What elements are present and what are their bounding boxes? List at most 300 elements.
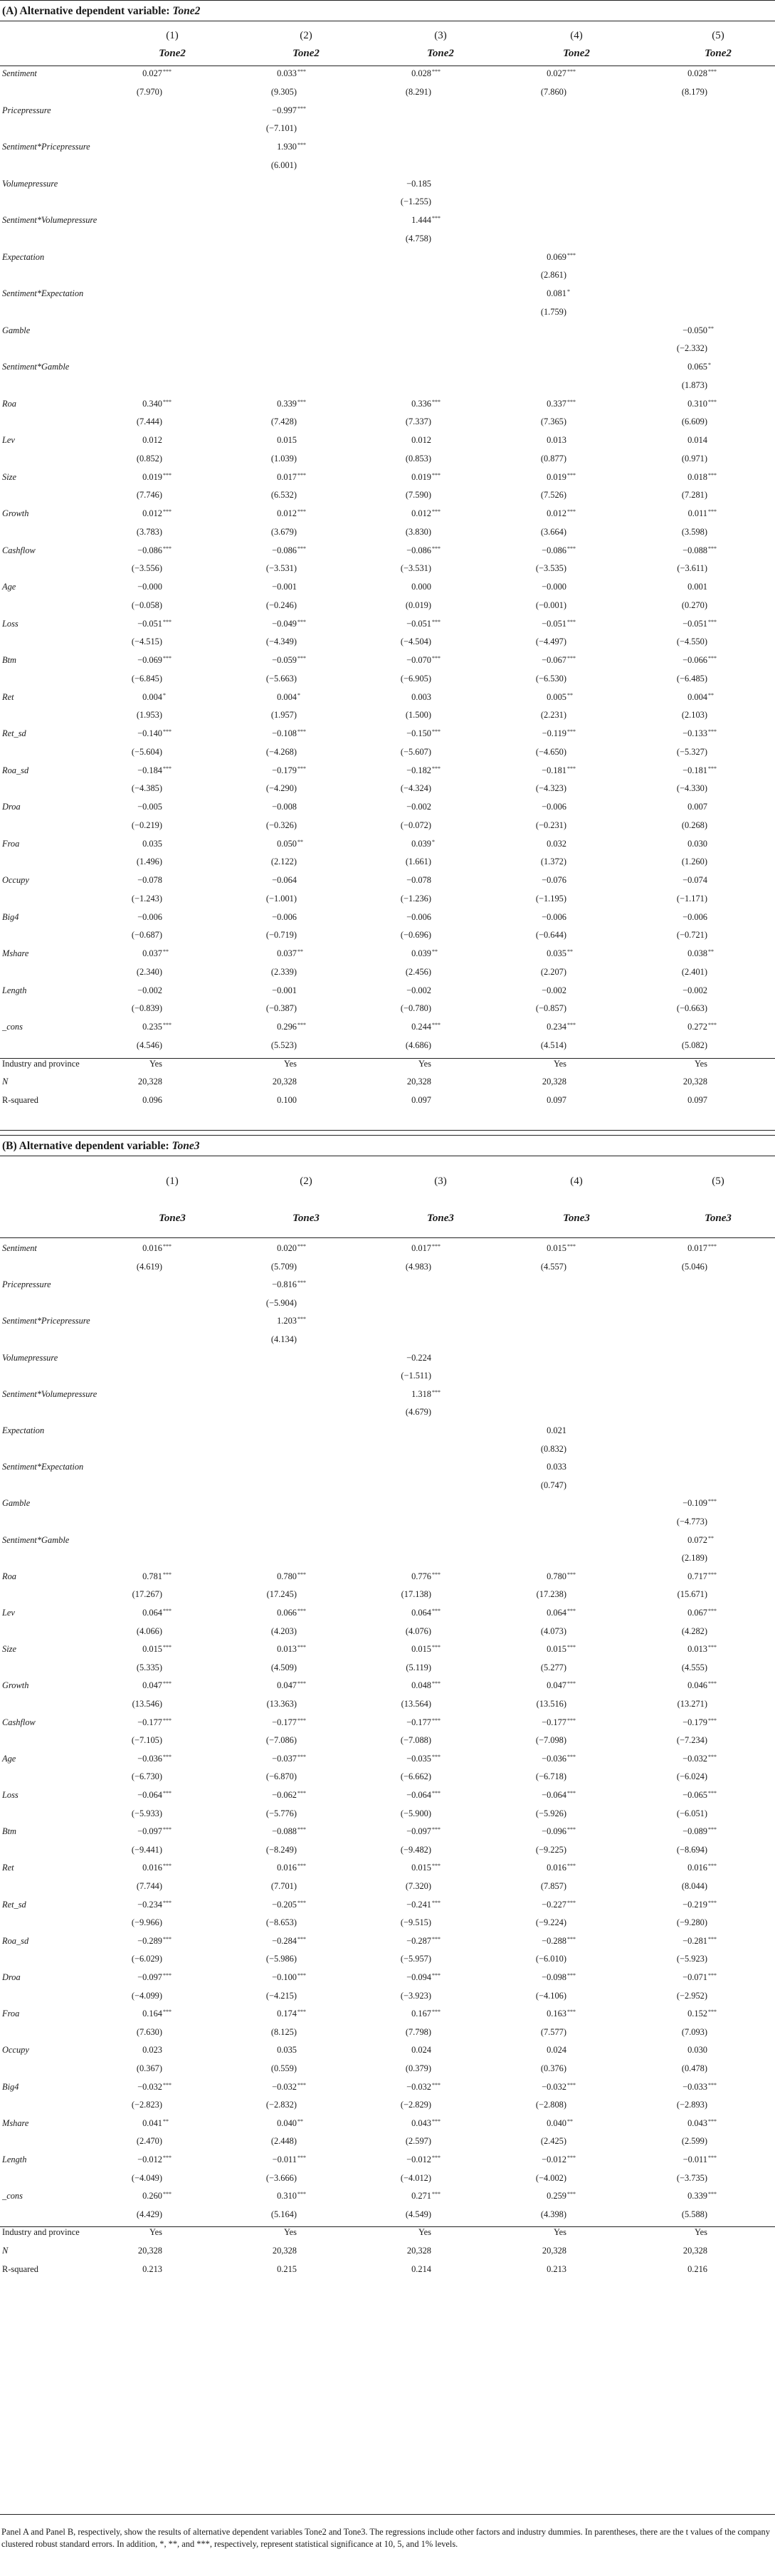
row-label: Roa_sd xyxy=(2,765,29,775)
table-cell: 1.444 *** xyxy=(411,215,441,225)
row-label: Roa xyxy=(2,1571,16,1581)
column-number: (4) xyxy=(570,1176,583,1187)
table-cell: 0.012 *** xyxy=(547,508,576,518)
table-cell: (13.363) xyxy=(266,1699,297,1709)
table-row-tstat xyxy=(0,747,775,765)
table-cell: −0.002 xyxy=(542,985,566,995)
row-label: Sentiment*Volumepressure xyxy=(2,215,97,225)
table-cell: (−6.730) xyxy=(131,1771,162,1782)
table-row-tstat xyxy=(0,2209,775,2228)
table-cell: −0.140 *** xyxy=(137,728,172,738)
table-cell: 0.015 *** xyxy=(411,1863,441,1873)
table-cell: (−0.001) xyxy=(535,600,566,610)
table-cell: (0.971) xyxy=(681,453,707,464)
column-number: (5) xyxy=(712,1176,724,1187)
table-cell: −0.182 *** xyxy=(406,765,441,775)
row-label: Btm xyxy=(2,655,16,665)
table-cell: 0.717 *** xyxy=(687,1571,717,1581)
table-cell: (0.019) xyxy=(405,600,431,610)
row-label: Sentiment xyxy=(2,1243,37,1253)
table-cell: 0.003 xyxy=(411,691,431,702)
table-cell: (2.597) xyxy=(405,2136,431,2147)
table-cell: (0.852) xyxy=(136,453,162,464)
table-cell: −0.000 xyxy=(542,582,566,592)
table-cell: (4.282) xyxy=(681,1625,707,1636)
row-label: _cons xyxy=(2,2191,23,2201)
table-cell: 0.340 *** xyxy=(142,398,172,409)
row-label: Sentiment*Volumepressure xyxy=(2,1388,97,1399)
row-label: Length xyxy=(2,985,27,995)
table-cell: (−7.105) xyxy=(131,1735,162,1746)
table-cell: (−4.323) xyxy=(535,783,566,794)
table-cell: −0.181 *** xyxy=(542,765,576,775)
table-cell: −0.001 xyxy=(272,582,297,592)
table-cell: 0.030 xyxy=(687,838,707,849)
table-row xyxy=(0,508,775,527)
table-cell: (3.598) xyxy=(681,526,707,537)
row-label: Sentiment*Pricepressure xyxy=(2,1316,90,1326)
table-cell: (−0.663) xyxy=(676,1003,707,1014)
table-row-tstat xyxy=(0,1589,775,1608)
table-cell: (3.679) xyxy=(270,526,297,537)
row-label: Industry and province xyxy=(2,2227,80,2238)
table-cell: 0.046 *** xyxy=(687,1680,717,1691)
table-cell: 0.065 * xyxy=(687,362,711,372)
table-row xyxy=(0,1279,775,1298)
header-rule xyxy=(0,1237,775,1238)
table-cell: −0.234 *** xyxy=(137,1899,172,1910)
row-label: Gamble xyxy=(2,1498,31,1509)
table-row-tstat xyxy=(0,490,775,508)
row-label: Industry and province xyxy=(2,1058,80,1069)
table-cell: (15.671) xyxy=(677,1589,707,1600)
table-cell: (5.335) xyxy=(136,1662,162,1672)
table-cell: 0.001 xyxy=(687,582,707,592)
table-cell: (3.664) xyxy=(540,526,566,537)
table-row-tstat xyxy=(0,2063,775,2082)
table-cell: (1.496) xyxy=(136,857,162,867)
table-row xyxy=(0,1022,775,1040)
table-cell: (−4.049) xyxy=(131,2172,162,2183)
table-cell: −0.036 *** xyxy=(137,1753,172,1764)
table-cell: −0.097 *** xyxy=(137,1826,172,1837)
table-cell: −0.012 *** xyxy=(137,2154,172,2164)
table-cell: −0.179 *** xyxy=(272,765,306,775)
table-cell: 0.037 ** xyxy=(277,948,303,958)
table-cell: 0.234 *** xyxy=(547,1022,576,1032)
table-cell: (2.401) xyxy=(681,966,707,977)
panel-title xyxy=(0,1135,775,1156)
table-row-tstat xyxy=(0,87,775,105)
table-cell: (7.590) xyxy=(405,490,431,501)
table-cell: (2.189) xyxy=(681,1553,707,1564)
table-cell: (−7.088) xyxy=(400,1735,431,1746)
row-label: N xyxy=(2,2246,9,2256)
table-row-tstat xyxy=(0,1917,775,1936)
table-row-tstat xyxy=(0,1663,775,1681)
table-row-tstat xyxy=(0,967,775,985)
table-cell: (5.164) xyxy=(270,2209,297,2219)
table-row xyxy=(0,435,775,454)
table-cell: 0.163 *** xyxy=(547,2009,576,2019)
table-cell: (0.270) xyxy=(681,600,707,610)
table-row xyxy=(0,728,775,747)
table-cell: Yes xyxy=(149,1058,162,1069)
table-cell: 0.014 xyxy=(687,435,707,445)
row-label: N xyxy=(2,1077,9,1087)
table-cell: 0.032 xyxy=(547,838,566,849)
table-cell: (17.238) xyxy=(536,1589,566,1600)
table-cell: −0.059 *** xyxy=(272,655,306,665)
table-cell: 0.780 *** xyxy=(547,1571,576,1581)
row-label: Mshare xyxy=(2,948,29,958)
table-cell: (0.832) xyxy=(540,1443,566,1454)
row-label: Size xyxy=(2,1644,16,1655)
table-row xyxy=(0,1095,775,1114)
table-cell: 0.047 *** xyxy=(277,1680,306,1691)
table-cell: 20,328 xyxy=(542,1077,566,1087)
table-cell: −0.086 *** xyxy=(137,545,172,555)
table-cell: (−5.604) xyxy=(131,746,162,757)
table-cell: 0.214 xyxy=(411,2263,431,2274)
table-row xyxy=(0,912,775,931)
table-cell: Yes xyxy=(553,2227,566,2238)
table-cell: (4.203) xyxy=(270,1625,297,1636)
table-cell: −0.002 xyxy=(406,985,431,995)
table-cell: 1.203 *** xyxy=(277,1316,306,1326)
table-cell: −0.032 *** xyxy=(542,2081,576,2092)
table-cell: (5.082) xyxy=(681,1040,707,1050)
table-cell: Yes xyxy=(283,1058,297,1069)
table-cell: (−0.246) xyxy=(265,600,297,610)
table-cell: −0.288 *** xyxy=(542,1935,576,1946)
table-cell: (7.630) xyxy=(136,2026,162,2037)
table-cell: (−5.776) xyxy=(265,1808,297,1818)
table-cell: −0.006 xyxy=(682,911,707,922)
table-row xyxy=(0,2191,775,2209)
table-cell: 0.012 *** xyxy=(411,508,441,518)
column-dependent-variable: Tone2 xyxy=(292,48,320,59)
table-cell: −0.219 *** xyxy=(682,1899,717,1910)
table-cell: −0.051 *** xyxy=(406,618,441,629)
row-label: Occupy xyxy=(2,875,29,885)
table-cell: (4.509) xyxy=(270,1662,297,1672)
table-cell: (−2.952) xyxy=(676,1990,707,2001)
row-label: Cashflow xyxy=(2,1717,36,1727)
table-cell: (2.861) xyxy=(540,270,566,281)
row-label: Size xyxy=(2,471,16,482)
column-dependent-variable: Tone3 xyxy=(563,1213,590,1224)
table-cell: (4.076) xyxy=(405,1625,431,1636)
table-cell: (−3.535) xyxy=(535,563,566,574)
table-cell: −0.097 *** xyxy=(137,1972,172,1982)
table-cell: −0.108 *** xyxy=(272,728,306,738)
table-cell: 0.004 ** xyxy=(687,691,714,702)
table-cell: 0.013 *** xyxy=(687,1644,717,1655)
table-row-tstat xyxy=(0,674,775,692)
table-cell: (−6.662) xyxy=(400,1771,431,1782)
panel-title xyxy=(0,0,775,21)
table-cell: (−3.611) xyxy=(677,563,707,574)
table-cell: (8.125) xyxy=(270,2026,297,2037)
table-cell: (0.559) xyxy=(270,2063,297,2073)
table-row xyxy=(0,545,775,564)
table-cell: (2.456) xyxy=(405,966,431,977)
table-cell: 0.017 *** xyxy=(687,1243,717,1253)
table-row-tstat xyxy=(0,1771,775,1790)
table-cell: 0.069 *** xyxy=(547,251,576,262)
table-cell: −0.051 *** xyxy=(137,618,172,629)
table-cell: 0.152 *** xyxy=(687,2009,717,2019)
table-row xyxy=(0,948,775,967)
table-cell: 0.028 *** xyxy=(411,68,441,78)
table-cell: (−0.058) xyxy=(131,600,162,610)
table-cell: 0.019 *** xyxy=(547,471,576,482)
table-cell: 20,328 xyxy=(272,2246,297,2256)
table-row-tstat xyxy=(0,1444,775,1462)
table-row xyxy=(0,472,775,491)
table-cell: 0.097 xyxy=(411,1095,431,1105)
table-cell: (13.516) xyxy=(536,1699,566,1709)
table-cell: (6.001) xyxy=(270,159,297,170)
table-row-tstat xyxy=(0,857,775,875)
table-cell: (2.425) xyxy=(540,2136,566,2147)
table-cell: (7.281) xyxy=(681,490,707,501)
table-cell: (−2.893) xyxy=(676,2100,707,2110)
table-cell: 20,328 xyxy=(137,2246,162,2256)
table-row xyxy=(0,1498,775,1517)
table-cell: (4.514) xyxy=(540,1040,566,1050)
table-cell: (−7.086) xyxy=(265,1735,297,1746)
table-row xyxy=(0,1680,775,1699)
table-cell: (4.546) xyxy=(136,1040,162,1050)
table-row xyxy=(0,252,775,271)
table-cell: (−4.012) xyxy=(400,2172,431,2183)
table-cell: 0.244 *** xyxy=(411,1022,441,1032)
table-cell: (−1.243) xyxy=(131,893,162,904)
table-cell: (1.661) xyxy=(405,857,431,867)
table-cell: 0.213 xyxy=(142,2263,162,2274)
table-cell: −0.049 *** xyxy=(272,618,306,629)
table-cell: 20,328 xyxy=(406,1077,431,1087)
table-row-tstat xyxy=(0,894,775,912)
row-label: Roa_sd xyxy=(2,1935,29,1946)
table-cell: −0.096 *** xyxy=(542,1826,576,1837)
table-cell: (−2.332) xyxy=(676,343,707,354)
table-cell: −0.177 *** xyxy=(272,1717,306,1727)
table-cell: (−1.255) xyxy=(400,197,431,207)
table-row-tstat xyxy=(0,417,775,435)
table-cell: (−1.001) xyxy=(265,893,297,904)
table-cell: −0.281 *** xyxy=(682,1935,717,1946)
table-cell: 0.030 xyxy=(687,2045,707,2056)
table-cell: (−0.780) xyxy=(400,1003,431,1014)
table-cell: (5.046) xyxy=(681,1261,707,1272)
table-row xyxy=(0,1353,775,1371)
table-cell: 0.017 *** xyxy=(277,471,306,482)
table-cell: (0.478) xyxy=(681,2063,707,2073)
row-label: Age xyxy=(2,1753,16,1764)
table-cell: −0.078 xyxy=(406,875,431,885)
table-cell: (−0.687) xyxy=(131,930,162,941)
table-cell: (−9.966) xyxy=(131,1917,162,1928)
table-cell: 0.039 ** xyxy=(411,948,438,958)
table-cell: (−3.666) xyxy=(265,2172,297,2183)
table-cell: (−0.721) xyxy=(676,930,707,941)
table-row-tstat xyxy=(0,563,775,582)
table-row xyxy=(0,2045,775,2063)
table-cell: (2.599) xyxy=(681,2136,707,2147)
table-row-tstat xyxy=(0,2136,775,2154)
table-cell: 1.318 *** xyxy=(411,1388,441,1399)
table-cell: −0.284 *** xyxy=(272,1935,306,1946)
row-label: Btm xyxy=(2,1826,16,1837)
column-number: (1) xyxy=(166,30,179,41)
table-row xyxy=(0,619,775,637)
table-cell: 0.337 *** xyxy=(547,398,576,409)
table-cell: −0.006 xyxy=(542,802,566,812)
row-label: Droa xyxy=(2,802,21,812)
table-cell: 0.041 ** xyxy=(142,2117,169,2128)
table-cell: −0.179 *** xyxy=(682,1717,717,1727)
table-cell: 0.081 * xyxy=(547,288,570,298)
table-cell: (0.268) xyxy=(681,820,707,830)
table-cell: 0.040 ** xyxy=(277,2117,303,2128)
table-cell: 0.012 xyxy=(411,435,431,445)
table-row-tstat xyxy=(0,820,775,839)
row-label: Gamble xyxy=(2,325,31,335)
table-row-tstat xyxy=(0,1808,775,1827)
table-cell: (4.557) xyxy=(540,1261,566,1272)
table-cell: 0.004 * xyxy=(142,691,166,702)
table-cell: (0.367) xyxy=(136,2063,162,2073)
table-cell: −0.064 *** xyxy=(542,1790,576,1800)
table-cell: 0.296 *** xyxy=(277,1022,306,1032)
column-dependent-variable: Tone2 xyxy=(705,48,732,59)
table-cell: −0.086 *** xyxy=(272,545,306,555)
table-cell: (−6.029) xyxy=(131,1954,162,1964)
table-cell: 0.011 *** xyxy=(687,508,717,518)
table-cell: (6.609) xyxy=(681,417,707,427)
table-cell: (3.830) xyxy=(405,526,431,537)
table-cell: (7.577) xyxy=(540,2026,566,2037)
table-cell: (2.339) xyxy=(270,966,297,977)
row-label: Ret xyxy=(2,691,14,702)
table-cell: 20,328 xyxy=(406,2246,431,2256)
table-cell: (4.429) xyxy=(136,2209,162,2219)
table-row xyxy=(0,1863,775,1881)
table-cell: 0.016 *** xyxy=(277,1863,306,1873)
table-cell: 0.023 xyxy=(142,2045,162,2056)
table-cell: −0.224 xyxy=(406,1352,431,1363)
table-cell: (−5.900) xyxy=(400,1808,431,1818)
row-label: Sentiment*Expectation xyxy=(2,1462,84,1472)
table-cell: 0.015 *** xyxy=(547,1644,576,1655)
table-cell: (7.798) xyxy=(405,2026,431,2037)
table-cell: (−6.485) xyxy=(676,673,707,684)
table-cell: (1.873) xyxy=(681,379,707,390)
table-cell: (0.853) xyxy=(405,453,431,464)
table-cell: 0.038 ** xyxy=(687,948,714,958)
table-row-tstat xyxy=(0,1262,775,1280)
table-cell: (−3.735) xyxy=(676,2172,707,2183)
table-cell: 0.259 *** xyxy=(547,2191,576,2201)
table-row-tstat xyxy=(0,637,775,655)
table-cell: 0.336 *** xyxy=(411,398,441,409)
table-cell: 1.930 *** xyxy=(277,142,306,152)
table-row xyxy=(0,2118,775,2137)
table-cell: 0.174 *** xyxy=(277,2009,306,2019)
table-cell: −0.150 *** xyxy=(406,728,441,738)
table-row-tstat xyxy=(0,1407,775,1425)
table-cell: (7.365) xyxy=(540,417,566,427)
table-cell: 0.339 *** xyxy=(277,398,306,409)
table-row xyxy=(0,692,775,711)
table-cell: Yes xyxy=(418,2227,431,2238)
table-row xyxy=(0,1644,775,1663)
table-row xyxy=(0,1754,775,1772)
row-label: Expectation xyxy=(2,1425,45,1435)
table-cell: 0.260 *** xyxy=(142,2191,172,2201)
table-row xyxy=(0,1972,775,1991)
table-cell: (−5.986) xyxy=(265,1954,297,1964)
table-cell: (2.470) xyxy=(136,2136,162,2147)
table-cell: (−0.231) xyxy=(535,820,566,830)
table-cell: 20,328 xyxy=(137,1077,162,1087)
table-cell: −0.177 *** xyxy=(137,1717,172,1727)
table-cell: (4.398) xyxy=(540,2209,566,2219)
table-cell: 0.039 * xyxy=(411,838,435,849)
column-number: (2) xyxy=(300,1176,312,1187)
table-cell: −0.066 *** xyxy=(682,655,717,665)
row-label: Expectation xyxy=(2,251,45,262)
table-cell: (17.138) xyxy=(401,1589,431,1600)
table-cell: −0.067 *** xyxy=(542,655,576,665)
table-row-tstat xyxy=(0,2173,775,2192)
table-row xyxy=(0,765,775,784)
table-cell: 0.016 *** xyxy=(142,1863,172,1873)
table-cell: −0.008 xyxy=(272,802,297,812)
table-cell: −0.133 *** xyxy=(682,728,717,738)
table-cell: (9.305) xyxy=(270,86,297,97)
table-cell: −0.051 *** xyxy=(682,618,717,629)
table-cell: Yes xyxy=(418,1058,431,1069)
table-row-tstat xyxy=(0,1298,775,1316)
panel-title-prefix: (B) Alternative dependent variable: xyxy=(2,1140,172,1152)
column-dependent-variable: Tone3 xyxy=(705,1213,732,1224)
table-row xyxy=(0,1077,775,1095)
table-row xyxy=(0,1316,775,1334)
table-cell: (−4.385) xyxy=(131,783,162,794)
table-cell: −0.064 *** xyxy=(406,1790,441,1800)
table-cell: 0.000 xyxy=(411,582,431,592)
row-label: Big4 xyxy=(2,2081,19,2092)
table-cell: 0.015 xyxy=(277,435,297,445)
table-cell: 0.015 *** xyxy=(411,1644,441,1655)
table-row xyxy=(0,179,775,197)
table-cell: −0.036 *** xyxy=(542,1753,576,1764)
table-cell: (−7.234) xyxy=(676,1735,707,1746)
table-cell: 0.064 *** xyxy=(547,1608,576,1618)
table-cell: 0.215 xyxy=(277,2263,297,2274)
table-cell: −0.012 *** xyxy=(542,2154,576,2164)
column-dependent-variable: Tone2 xyxy=(159,48,186,59)
column-dependent-variable: Tone2 xyxy=(427,48,454,59)
table-cell: 0.100 xyxy=(277,1095,297,1105)
table-cell: (−4.773) xyxy=(676,1517,707,1527)
table-cell: 0.016 *** xyxy=(142,1243,172,1253)
table-cell: (1.372) xyxy=(540,857,566,867)
